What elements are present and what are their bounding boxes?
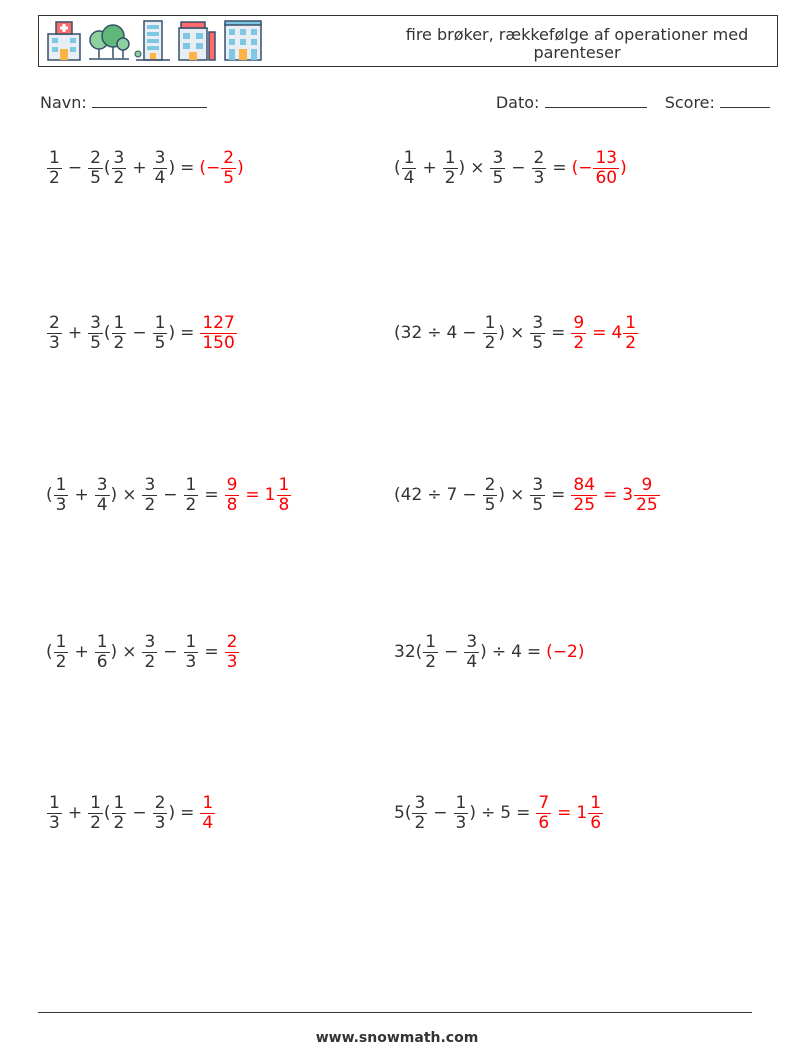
numerator: 3 xyxy=(144,631,156,652)
denominator: 6 xyxy=(590,812,602,833)
denominator: 2 xyxy=(144,494,156,515)
fraction xyxy=(153,149,168,187)
expression-token: ÷ xyxy=(481,803,496,823)
expression-token: ) xyxy=(168,323,176,343)
answer-text: ) xyxy=(620,158,627,178)
expression-token: ) xyxy=(458,158,466,178)
numerator: 9 xyxy=(641,474,653,495)
numerator: 1 xyxy=(55,474,67,495)
fraction xyxy=(184,476,199,514)
answer-fraction xyxy=(225,476,240,514)
answer-text: = xyxy=(603,485,618,505)
answer-text: (− xyxy=(199,158,221,178)
expression-token: ÷ xyxy=(491,642,507,662)
numerator: 2 xyxy=(90,147,101,168)
answer-fraction xyxy=(536,794,551,832)
fraction xyxy=(88,794,103,832)
denominator: 2 xyxy=(573,332,585,353)
denominator: 3 xyxy=(49,332,60,353)
hospital-icon xyxy=(44,18,84,62)
denominator: 2 xyxy=(185,494,197,515)
numerator: 3 xyxy=(144,474,156,495)
expression-token: × xyxy=(510,485,525,505)
denominator: 5 xyxy=(532,494,544,515)
numerator: 1 xyxy=(55,631,67,652)
denominator: 2 xyxy=(625,332,637,353)
numerator: 9 xyxy=(573,312,585,333)
problem-2 xyxy=(394,138,627,198)
expression-token: − xyxy=(132,803,147,823)
answer-text: 1 xyxy=(576,803,588,823)
expression-token: = xyxy=(551,323,566,343)
numerator: 2 xyxy=(49,312,60,333)
date-score-fields xyxy=(496,93,770,112)
problem-7 xyxy=(46,622,240,682)
numerator: 1 xyxy=(484,312,496,333)
numerator: 1 xyxy=(278,474,290,495)
header-icons xyxy=(44,18,264,62)
expression-token: (32 xyxy=(394,323,423,343)
denominator: 4 xyxy=(466,651,478,672)
date-blank[interactable] xyxy=(545,93,647,108)
expression-token: ( xyxy=(46,485,53,505)
expression-token: = xyxy=(204,485,219,505)
fraction xyxy=(184,633,199,671)
footer-divider xyxy=(38,1012,752,1013)
problem-9 xyxy=(46,783,216,843)
problem-8 xyxy=(394,622,584,682)
fraction xyxy=(153,794,168,832)
numerator: 1 xyxy=(113,792,125,813)
answer-fraction xyxy=(200,794,215,832)
expression-token: − xyxy=(433,803,448,823)
numerator: 1 xyxy=(96,631,108,652)
numerator: 1 xyxy=(113,312,125,333)
answer-text: 4 xyxy=(611,323,623,343)
hotel-icon xyxy=(175,18,219,62)
denominator: 5 xyxy=(492,167,504,188)
city-building-icon xyxy=(222,18,264,62)
fraction xyxy=(47,314,62,352)
name-blank[interactable] xyxy=(92,93,207,108)
problem-6 xyxy=(394,465,661,525)
numerator: 2 xyxy=(223,147,235,168)
fraction xyxy=(483,314,498,352)
numerator: 1 xyxy=(154,312,166,333)
answer-text: (− xyxy=(571,158,593,178)
fraction xyxy=(530,476,545,514)
fraction xyxy=(54,633,69,671)
denominator: 3 xyxy=(455,812,467,833)
expression-token: ( xyxy=(46,642,53,662)
expression-token: 4 xyxy=(446,323,458,343)
problem-5 xyxy=(46,465,292,525)
denominator: 3 xyxy=(154,812,166,833)
name-field xyxy=(40,93,207,112)
problem-10 xyxy=(394,783,604,843)
expression-token: ) xyxy=(168,803,176,823)
fraction xyxy=(95,633,110,671)
denominator: 60 xyxy=(595,167,618,188)
denominator: 5 xyxy=(532,332,544,353)
denominator: 4 xyxy=(154,167,166,188)
denominator: 3 xyxy=(185,651,197,672)
fraction xyxy=(88,314,103,352)
numerator: 3 xyxy=(414,792,426,813)
answer-text: = xyxy=(557,803,572,823)
denominator: 2 xyxy=(90,812,101,833)
denominator: 5 xyxy=(223,167,235,188)
denominator: 8 xyxy=(226,494,238,515)
expression-token: − xyxy=(511,158,526,178)
numerator: 3 xyxy=(532,474,544,495)
fraction xyxy=(483,476,498,514)
denominator: 5 xyxy=(154,332,166,353)
answer-fraction xyxy=(221,149,236,187)
expression-token: ) xyxy=(498,323,506,343)
answer-fraction xyxy=(571,476,597,514)
expression-token: ( xyxy=(103,323,111,343)
expression-token: 5( xyxy=(394,803,412,823)
numerator: 3 xyxy=(96,474,108,495)
numerator: 3 xyxy=(154,147,166,168)
fraction xyxy=(95,476,110,514)
numerator: 1 xyxy=(455,792,467,813)
expression-token: ( xyxy=(103,158,111,178)
expression-token: × xyxy=(122,485,137,505)
denominator: 2 xyxy=(144,651,156,672)
denominator: 2 xyxy=(414,812,426,833)
answer-fraction xyxy=(588,794,603,832)
numerator: 127 xyxy=(202,312,235,333)
numerator: 1 xyxy=(202,792,214,813)
expression-token: − xyxy=(163,642,178,662)
answer-text: (−2) xyxy=(546,642,585,662)
answer-fraction xyxy=(200,314,236,352)
numerator: 3 xyxy=(532,312,544,333)
denominator: 2 xyxy=(484,332,496,353)
numerator: 3 xyxy=(90,312,101,333)
fraction xyxy=(464,633,479,671)
office-tower-icon xyxy=(134,18,172,62)
fraction xyxy=(532,149,547,187)
answer-fraction xyxy=(634,476,660,514)
answer-text: = xyxy=(245,485,260,505)
denominator: 5 xyxy=(90,167,101,188)
trees-icon xyxy=(87,18,131,62)
numerator: 1 xyxy=(90,792,101,813)
fraction xyxy=(54,476,69,514)
numerator: 2 xyxy=(154,792,166,813)
denominator: 3 xyxy=(55,494,67,515)
expression-token: 5 xyxy=(500,803,512,823)
denominator: 5 xyxy=(484,494,496,515)
denominator: 150 xyxy=(202,332,235,353)
numerator: 1 xyxy=(185,631,197,652)
expression-token: 7 xyxy=(446,485,458,505)
expression-token: + xyxy=(67,803,83,823)
expression-token: + xyxy=(422,158,437,178)
answer-fraction xyxy=(623,314,638,352)
fraction xyxy=(443,149,458,187)
fraction xyxy=(454,794,469,832)
expression-token: ) xyxy=(480,642,487,662)
date-label: Dato: xyxy=(495,93,540,112)
expression-token: = xyxy=(516,803,531,823)
expression-token: × xyxy=(122,642,137,662)
fraction xyxy=(47,149,62,187)
worksheet-header xyxy=(38,15,778,67)
score-label: Score: xyxy=(664,93,715,112)
expression-token: = xyxy=(551,485,566,505)
denominator: 6 xyxy=(538,812,550,833)
expression-token: − xyxy=(67,158,83,178)
answer-text: ) xyxy=(237,158,244,178)
expression-token: ) xyxy=(110,485,118,505)
fraction xyxy=(142,476,157,514)
denominator: 3 xyxy=(49,812,60,833)
answer-text: = xyxy=(592,323,607,343)
expression-token: = xyxy=(180,803,195,823)
expression-token: × xyxy=(510,323,525,343)
numerator: 3 xyxy=(113,147,125,168)
answer-fraction xyxy=(593,149,619,187)
expression-token: − xyxy=(462,485,477,505)
expression-token: ÷ xyxy=(427,323,442,343)
denominator: 2 xyxy=(425,651,437,672)
answer-text: 1 xyxy=(264,485,276,505)
expression-token: ÷ xyxy=(427,485,442,505)
worksheet-title: fire brøker, rækkefølge af operationer med parenteser xyxy=(405,25,749,62)
fraction xyxy=(88,149,103,187)
numerator: 3 xyxy=(466,631,478,652)
denominator: 2 xyxy=(113,167,125,188)
expression-token: ) xyxy=(110,642,118,662)
expression-token: = xyxy=(180,323,195,343)
expression-token: 32( xyxy=(394,642,423,662)
expression-token: + xyxy=(74,642,89,662)
expression-token: × xyxy=(470,158,485,178)
fraction xyxy=(490,149,505,187)
denominator: 3 xyxy=(533,167,545,188)
expression-token: = xyxy=(180,158,195,178)
denominator: 25 xyxy=(636,494,658,515)
expression-token: − xyxy=(444,642,459,662)
answer-fraction xyxy=(225,633,240,671)
numerator: 2 xyxy=(484,474,496,495)
expression-token: − xyxy=(132,323,147,343)
denominator: 2 xyxy=(55,651,67,672)
fraction xyxy=(153,314,168,352)
denominator: 2 xyxy=(444,167,456,188)
answer-fraction xyxy=(571,314,586,352)
denominator: 8 xyxy=(278,494,290,515)
fraction xyxy=(47,794,62,832)
numerator: 1 xyxy=(185,474,197,495)
expression-token: (42 xyxy=(394,485,423,505)
expression-token: ) xyxy=(498,485,506,505)
footer-url: www.snowmath.com xyxy=(315,1030,479,1046)
fraction xyxy=(112,314,127,352)
denominator: 2 xyxy=(113,812,125,833)
expression-token: ( xyxy=(103,803,111,823)
numerator: 1 xyxy=(590,792,602,813)
expression-token: = xyxy=(552,158,567,178)
expression-token: = xyxy=(526,642,542,662)
numerator: 9 xyxy=(226,474,238,495)
fraction xyxy=(112,149,127,187)
problem-3 xyxy=(46,303,238,363)
numerator: 1 xyxy=(49,792,60,813)
fraction xyxy=(423,633,438,671)
numerator: 1 xyxy=(625,312,637,333)
denominator: 3 xyxy=(226,651,238,672)
expression-token: + xyxy=(132,158,147,178)
expression-token: − xyxy=(163,485,178,505)
denominator: 2 xyxy=(113,332,125,353)
denominator: 4 xyxy=(403,167,415,188)
problem-4 xyxy=(394,303,639,363)
denominator: 5 xyxy=(90,332,101,353)
numerator: 84 xyxy=(573,474,596,495)
numerator: 7 xyxy=(538,792,550,813)
expression-token: ( xyxy=(394,158,401,178)
fraction xyxy=(112,794,127,832)
expression-token: ) xyxy=(168,158,176,178)
fraction xyxy=(530,314,545,352)
expression-token: 4 xyxy=(511,642,522,662)
denominator: 25 xyxy=(573,494,596,515)
numerator: 3 xyxy=(492,147,504,168)
score-blank[interactable] xyxy=(720,93,770,108)
numerator: 1 xyxy=(49,147,60,168)
numerator: 1 xyxy=(403,147,415,168)
numerator: 13 xyxy=(595,147,618,168)
expression-token: − xyxy=(462,323,477,343)
expression-token: = xyxy=(204,642,219,662)
answer-fraction xyxy=(277,476,292,514)
numerator: 1 xyxy=(425,631,437,652)
numerator: 1 xyxy=(444,147,456,168)
denominator: 2 xyxy=(49,167,60,188)
expression-token: + xyxy=(67,323,83,343)
fraction xyxy=(412,794,427,832)
name-label: Navn: xyxy=(40,93,87,112)
expression-token: ) xyxy=(469,803,476,823)
numerator: 2 xyxy=(226,631,238,652)
problem-1 xyxy=(46,138,244,198)
denominator: 4 xyxy=(96,494,108,515)
numerator: 2 xyxy=(533,147,545,168)
expression-token: + xyxy=(74,485,89,505)
denominator: 4 xyxy=(202,812,214,833)
fraction xyxy=(402,149,417,187)
fraction xyxy=(142,633,157,671)
answer-text: 3 xyxy=(622,485,634,505)
denominator: 6 xyxy=(96,651,108,672)
